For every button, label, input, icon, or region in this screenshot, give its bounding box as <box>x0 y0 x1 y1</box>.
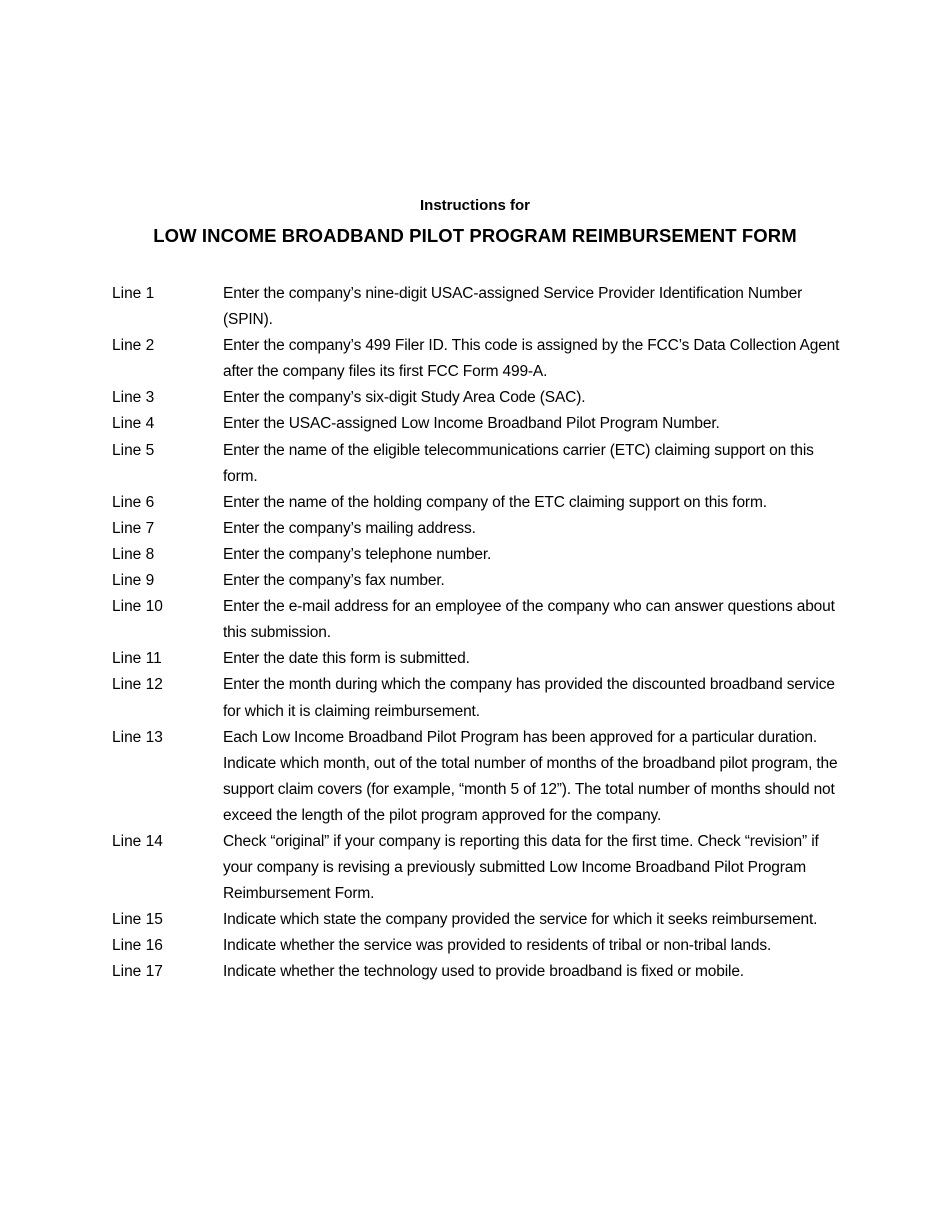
instruction-line-17 <box>112 959 842 985</box>
line-label: Line 6 <box>112 493 155 511</box>
line-instruction: Indicate whether the service was provided to residents of tribal or non-tribal lands. <box>223 937 772 955</box>
line-instruction: Enter the company’s telephone number. <box>223 545 492 563</box>
instruction-line-1 <box>112 281 842 333</box>
instruction-line-11 <box>112 646 842 672</box>
line-label: Line 13 <box>112 728 163 746</box>
instruction-line-3 <box>112 385 842 411</box>
line-instruction: Indicate whether the technology used to provide broadband is fixed or mobile. <box>223 963 744 981</box>
line-instruction: Enter the company’s six-digit Study Area Code (SAC). <box>223 389 586 407</box>
line-label: Line 3 <box>112 389 155 407</box>
line-label: Line 14 <box>112 832 163 850</box>
instruction-line-15 <box>112 907 842 933</box>
line-instruction: Enter the date this form is submitted. <box>223 650 470 668</box>
instruction-line-9 <box>112 568 842 594</box>
instruction-line-10 <box>112 594 842 646</box>
document-title: LOW INCOME BROADBAND PILOT PROGRAM REIMBURSEMENT FORM <box>153 225 797 246</box>
line-label: Line 4 <box>112 415 155 433</box>
instruction-line-13 <box>112 725 842 829</box>
line-label: Line 12 <box>112 676 163 694</box>
line-instruction: Enter the name of the holding company of the ETC claiming support on this form. <box>223 493 767 511</box>
line-instruction: Check “original” if your company is reporting this data for the first time. Check “revision” if your company is revising a previously submitted Low Income Broadband Pilot Program Reimbursement Form. <box>223 832 819 903</box>
instruction-line-5 <box>112 438 842 490</box>
instruction-line-16 <box>112 933 842 959</box>
line-instruction: Enter the company’s fax number. <box>223 572 445 590</box>
line-instruction: Enter the company’s mailing address. <box>223 519 476 537</box>
line-instruction: Enter the name of the eligible telecommunications carrier (ETC) claiming support on this form. <box>223 441 814 485</box>
instruction-line-14 <box>112 829 842 907</box>
line-instruction: Enter the company’s nine-digit USAC-assigned Service Provider Identification Number (SPIN). <box>223 285 803 329</box>
line-instruction: Enter the e-mail address for an employee of the company who can answer questions about this submission. <box>223 598 835 642</box>
line-label: Line 16 <box>112 937 163 955</box>
line-instruction: Enter the month during which the company has provided the discounted broadband service for which it is claiming reimbursement. <box>223 676 835 720</box>
instruction-line-12 <box>112 672 842 724</box>
line-label: Line 9 <box>112 572 155 590</box>
line-instruction: Enter the company’s 499 Filer ID. This code is assigned by the FCC’s Data Collection Agent after the company files its first FCC Form 499-A. <box>223 337 840 381</box>
line-instruction: Each Low Income Broadband Pilot Program has been approved for a particular duration. Indicate which month, out of the total number of months of the broadband pilot program, the support claim covers (for example, “month 5 of 12”). The total number of months should not exceed the length of the pilot program approved for the company. <box>223 728 838 824</box>
document-subtitle: Instructions for <box>419 197 530 214</box>
line-instruction: Indicate which state the company provided the service for which it seeks reimbursement. <box>223 911 818 929</box>
line-label: Line 2 <box>112 337 155 355</box>
line-label: Line 8 <box>112 545 155 563</box>
instruction-line-2 <box>112 333 842 385</box>
instruction-line-6 <box>112 490 842 516</box>
instruction-list <box>112 281 842 986</box>
instruction-line-8 <box>112 542 842 568</box>
instruction-line-7 <box>112 516 842 542</box>
instruction-line-4 <box>112 411 842 437</box>
line-label: Line 17 <box>112 963 163 981</box>
line-label: Line 11 <box>112 650 162 668</box>
line-label: Line 10 <box>112 598 163 616</box>
line-label: Line 7 <box>112 519 155 537</box>
line-label: Line 15 <box>112 911 163 929</box>
line-label: Line 1 <box>112 285 155 302</box>
line-instruction: Enter the USAC-assigned Low Income Broadband Pilot Program Number. <box>223 415 720 433</box>
line-label: Line 5 <box>112 441 155 459</box>
